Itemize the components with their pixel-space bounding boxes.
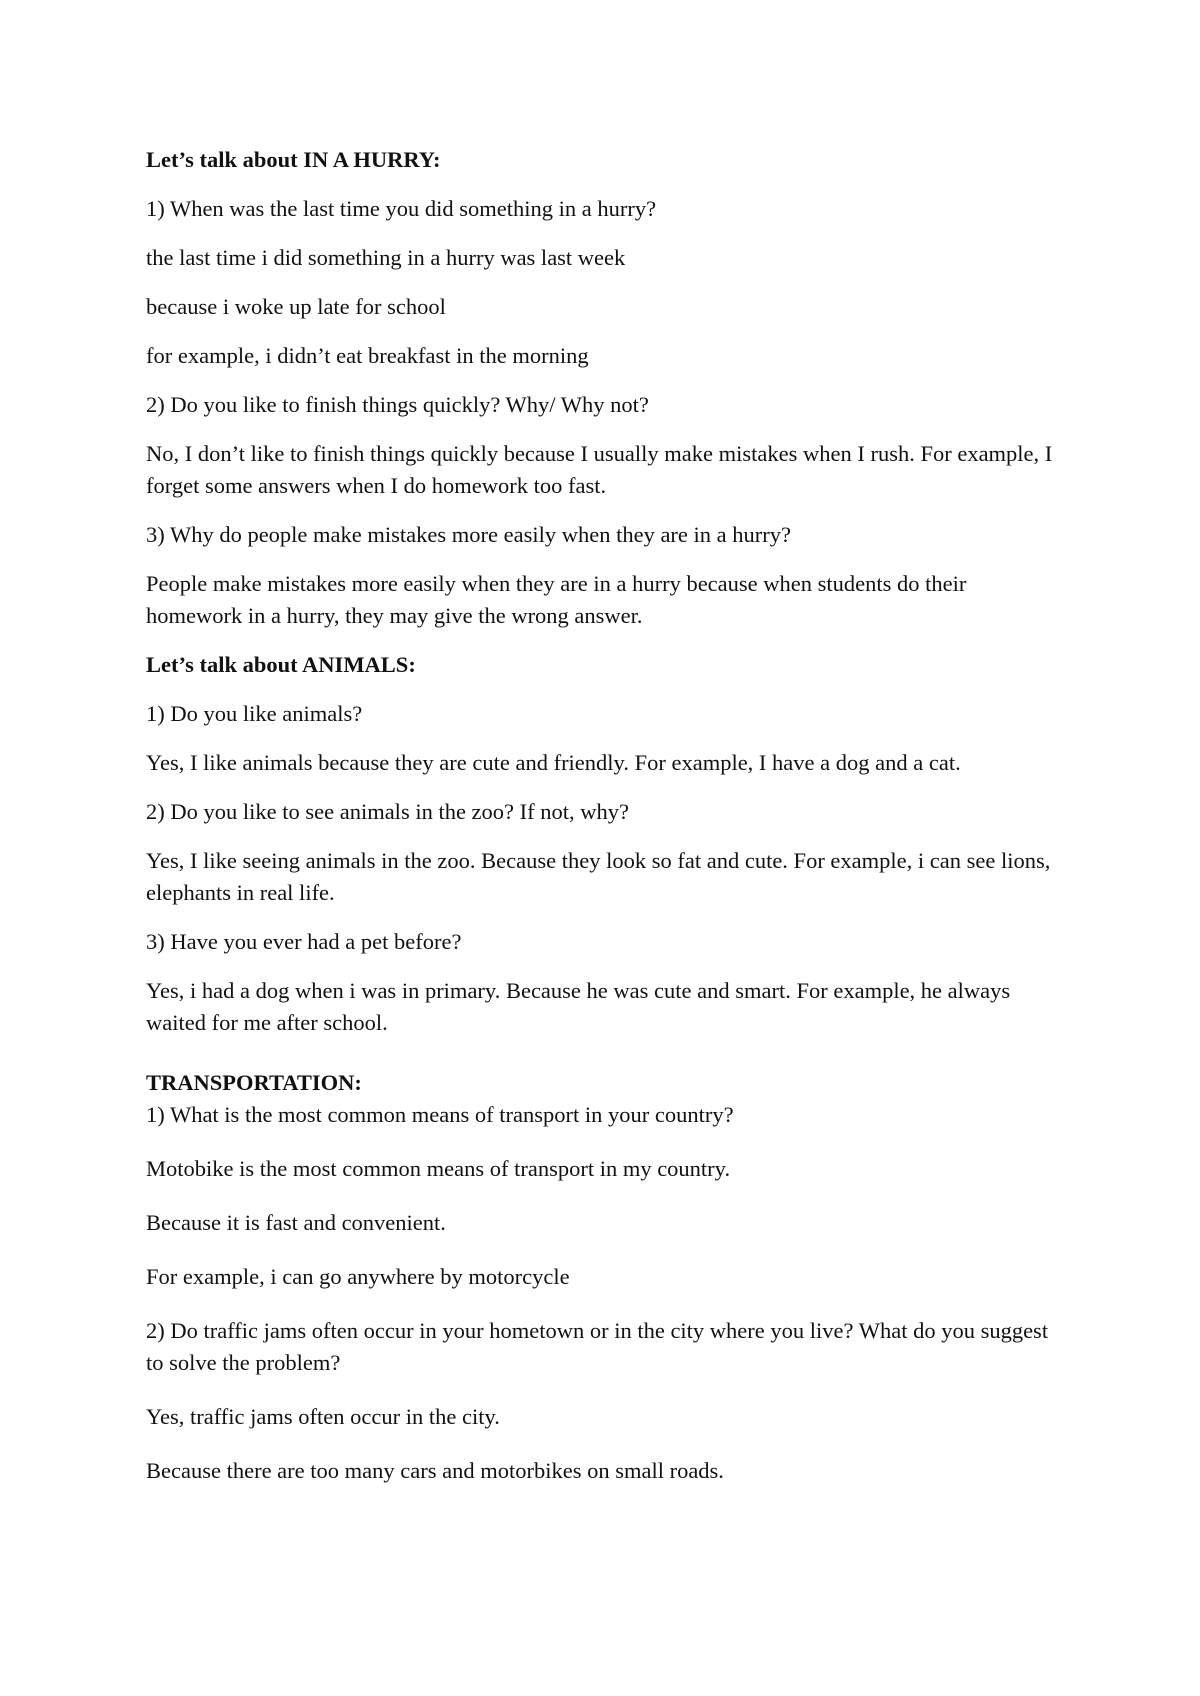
answer-animals-3: Yes, i had a dog when i was in primary. Because he was cute and smart. For example, he always waited for me after school. — [146, 978, 1011, 1035]
question-hurry-1: 1) When was the last time you did something in a hurry? — [146, 196, 657, 221]
section-heading-transportation: TRANSPORTATION: — [146, 1070, 362, 1095]
question-transportation-2: 2) Do traffic jams often occur in your hometown or in the city where you live? What do you suggest to solve the problem? — [146, 1318, 1049, 1375]
section-heading-hurry: Let’s talk about IN A HURRY: — [146, 147, 441, 172]
answer-transportation-1-line-3: For example, i can go anywhere by motorcycle — [146, 1264, 570, 1289]
question-animals-1: 1) Do you like animals? — [146, 701, 363, 726]
answer-hurry-1-line-3: for example, i didn’t eat breakfast in the morning — [146, 343, 589, 368]
answer-transportation-2-line-2: Because there are too many cars and motorbikes on small roads. — [146, 1458, 724, 1483]
answer-transportation-1-line-2: Because it is fast and convenient. — [146, 1210, 446, 1235]
section-heading-animals: Let’s talk about ANIMALS: — [146, 652, 416, 677]
question-hurry-2: 2) Do you like to finish things quickly? Why/ Why not? — [146, 392, 649, 417]
answer-hurry-1-line-1: the last time i did something in a hurry was last week — [146, 245, 626, 270]
document-body — [146, 144, 1066, 1504]
answer-animals-1: Yes, I like animals because they are cute and friendly. For example, I have a dog and a cat. — [146, 750, 961, 775]
answer-hurry-1-line-2: because i woke up late for school — [146, 294, 446, 319]
answer-transportation-1-line-1: Motobike is the most common means of transport in my country. — [146, 1156, 731, 1181]
answer-animals-2: Yes, I like seeing animals in the zoo. Because they look so fat and cute. For example, i can see lions, elephants in real life. — [146, 848, 1051, 905]
answer-transportation-2-line-1: Yes, traffic jams often occur in the city. — [146, 1404, 500, 1429]
question-hurry-3: 3) Why do people make mistakes more easily when they are in a hurry? — [146, 522, 791, 547]
answer-hurry-2: No, I don’t like to finish things quickly because I usually make mistakes when I rush. For example, I forget some answers when I do homework too fast. — [146, 441, 1053, 498]
question-transportation-1: 1) What is the most common means of transport in your country? — [146, 1102, 734, 1127]
answer-hurry-3: People make mistakes more easily when they are in a hurry because when students do their homework in a hurry, they may give the wrong answer. — [146, 571, 967, 628]
question-animals-2: 2) Do you like to see animals in the zoo? If not, why? — [146, 799, 630, 824]
question-animals-3: 3) Have you ever had a pet before? — [146, 929, 462, 954]
